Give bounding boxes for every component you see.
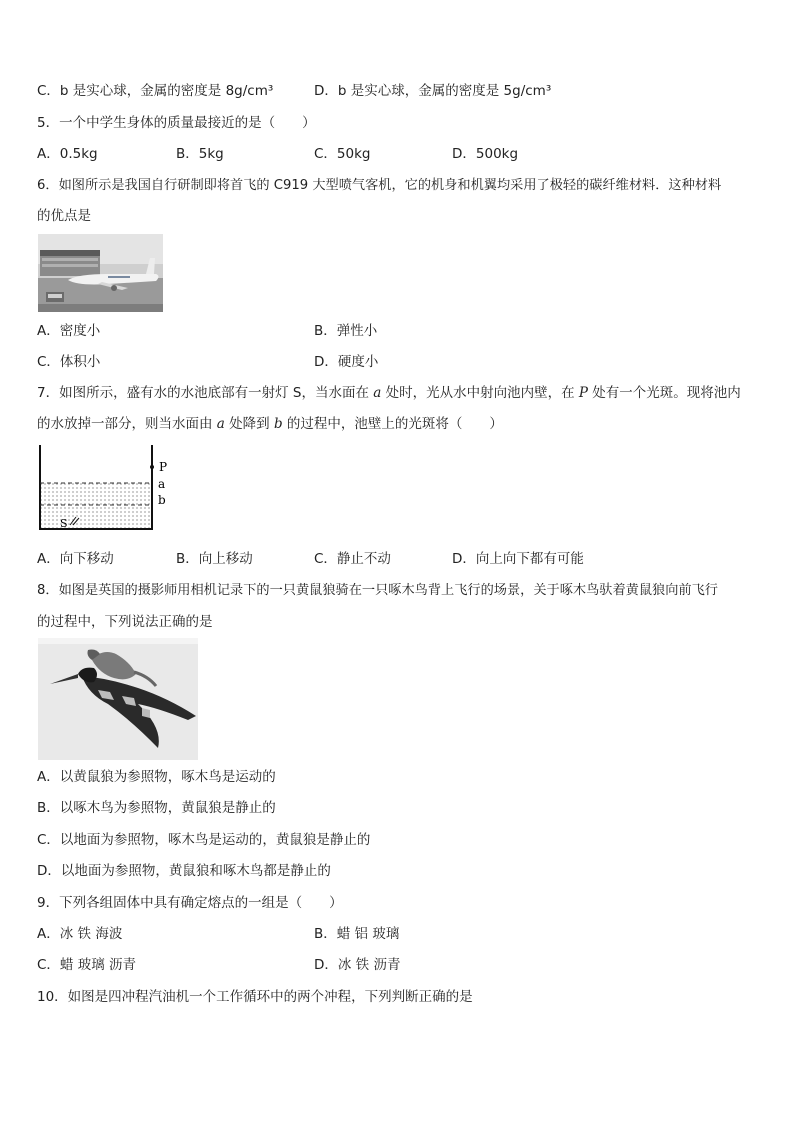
q6-option-d: D．硬度小 [314, 354, 379, 370]
label-a: a [158, 477, 166, 491]
q8-option-b: B．以啄木鸟为参照物，黄鼠狼是静止的 [37, 800, 276, 816]
q8-stem-line2: 的过程中，下列说法正确的是 [37, 614, 213, 630]
q6-option-c: C．体积小 [37, 354, 101, 370]
q9-stem: 9．下列各组固体中具有确定熔点的一组是（ ） [37, 895, 343, 911]
q7-stem-line1: 7．如图所示，盛有水的水池底部有一射灯 S，当水面在 a 处时，光从水中射向池内壁，在 P 处有一个光斑。现将池内 [37, 385, 741, 401]
q10-stem: 10．如图是四冲程汽油机一个工作循环中的两个冲程，下列判断正确的是 [37, 989, 473, 1005]
q4-option-d: D．b 是实心球，金属的密度是 5g/cm³ [314, 83, 552, 99]
q7-option-c: C．静止不动 [314, 551, 391, 567]
c919-airplane-photo [38, 234, 163, 312]
q9-option-b: B．蜡 铝 玻璃 [314, 926, 400, 942]
q7-option-a: A．向下移动 [37, 551, 114, 567]
q9-option-c: C．蜡 玻璃 沥青 [37, 957, 137, 973]
q6-option-a: A．密度小 [37, 323, 101, 339]
q5-option-b: B．5kg [176, 146, 224, 162]
q8-option-a: A．以黄鼠狼为参照物，啄木鸟是运动的 [37, 769, 276, 785]
q5-option-c: C．50kg [314, 146, 371, 162]
q9-option-a: A．冰 铁 海波 [37, 926, 123, 942]
label-b: b [158, 493, 166, 507]
q6-stem-line1: 6．如图所示是我国自行研制即将首飞的 C919 大型喷气客机，它的机身和机翼均采用了极轻的碳纤维材料．这种材料 [37, 178, 722, 193]
q8-option-d: D．以地面为参照物，黄鼠狼和啄木鸟都是静止的 [37, 863, 331, 879]
weasel-woodpecker-photo [38, 638, 198, 760]
q6-option-b: B．弹性小 [314, 323, 378, 339]
q4-option-c: C．b 是实心球，金属的密度是 8g/cm³ [37, 83, 274, 99]
label-p: P [159, 460, 168, 474]
water-area [40, 483, 152, 529]
q8-option-c: C．以地面为参照物，啄木鸟是运动的，黄鼠狼是静止的 [37, 832, 371, 848]
q6-stem-line2: 的优点是 [37, 208, 91, 224]
q7-option-b: B．向上移动 [176, 551, 253, 567]
q7-stem-line2: 的水放掉一部分，则当水面由 a 处降到 b 的过程中，池壁上的光斑将（ ） [37, 416, 503, 432]
label-s: S [60, 517, 68, 530]
q8-stem-line1: 8．如图是英国的摄影师用相机记录下的一只黄鼠狼骑在一只啄木鸟背上飞行的场景，关于啄木鸟驮着黄鼠狼向前飞行 [37, 583, 718, 598]
light-spot-p [150, 465, 154, 469]
q7-option-d: D．向上向下都有可能 [452, 551, 584, 567]
q5-stem: 5．一个中学生身体的质量最接近的是（ ） [37, 115, 316, 131]
q9-option-d: D．冰 铁 沥青 [314, 957, 401, 973]
pool-diagram [36, 443, 176, 535]
q5-option-d: D．500kg [452, 146, 519, 162]
q5-option-a: A．0.5kg [37, 146, 98, 162]
